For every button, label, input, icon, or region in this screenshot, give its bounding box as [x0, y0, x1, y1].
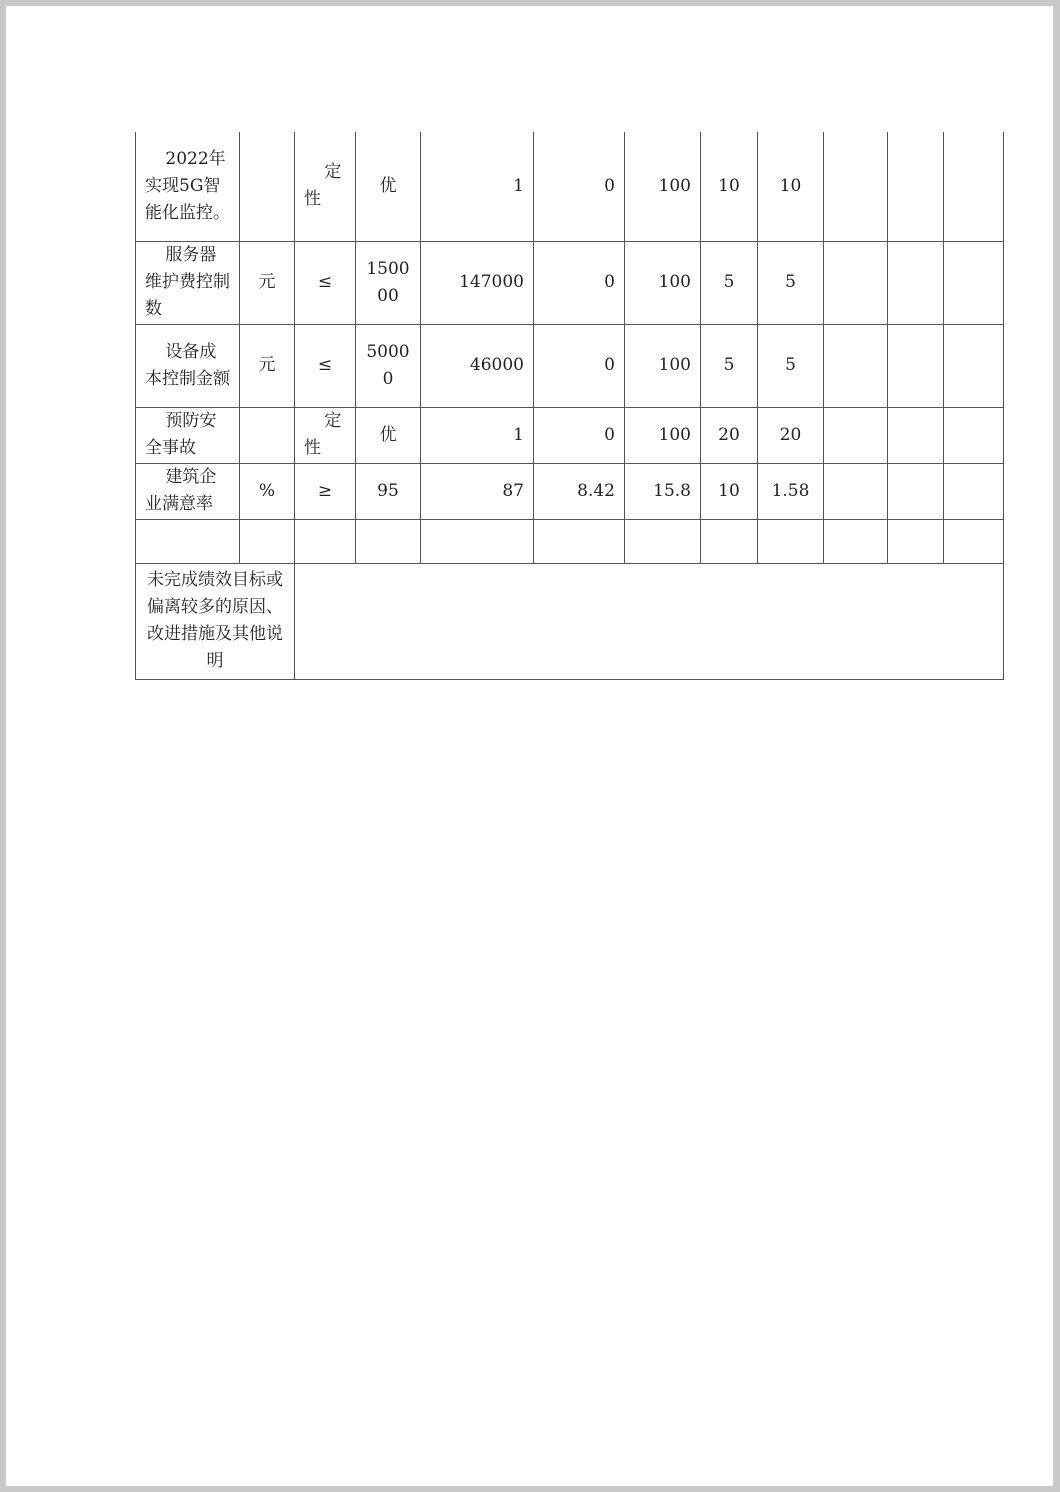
unit-cell: 元	[240, 324, 295, 407]
unit-cell	[240, 407, 295, 463]
operator-cell: ≥	[295, 463, 356, 519]
empty-cell	[944, 463, 1004, 519]
empty-cell	[240, 519, 295, 563]
score-cell: 10	[758, 132, 824, 241]
indicator-cell: 2022年实现5G智能化监控。	[136, 132, 240, 241]
target-cell: 优	[356, 407, 421, 463]
note-label: 未完成绩效目标或偏离较多的原因、改进措施及其他说明	[136, 563, 295, 679]
document-page	[6, 6, 1053, 1486]
weight-cell: 5	[701, 324, 758, 407]
unit-cell: 元	[240, 241, 295, 324]
table-row	[136, 324, 1004, 407]
score-cell: 20	[758, 407, 824, 463]
score-cell: 5	[758, 324, 824, 407]
table-row	[136, 132, 1004, 241]
performance-table	[135, 132, 1004, 680]
empty-cell	[888, 241, 944, 324]
indicator-cell: 服务器维护费控制数	[136, 241, 240, 324]
empty-row	[136, 519, 1004, 563]
empty-cell	[888, 132, 944, 241]
empty-cell	[824, 407, 888, 463]
empty-cell	[944, 241, 1004, 324]
target-cell: 50000	[356, 324, 421, 407]
note-row	[136, 563, 1004, 679]
indicator-cell: 建筑企业满意率	[136, 463, 240, 519]
value-cell: 0	[534, 324, 625, 407]
empty-cell	[421, 519, 534, 563]
value-cell: 100	[625, 324, 701, 407]
empty-cell	[944, 132, 1004, 241]
actual-cell: 147000	[421, 241, 534, 324]
empty-cell	[888, 324, 944, 407]
empty-cell	[758, 519, 824, 563]
empty-cell	[824, 324, 888, 407]
value-cell: 100	[625, 407, 701, 463]
operator-cell: ≤	[295, 241, 356, 324]
operator-cell: 定性	[295, 407, 356, 463]
empty-cell	[295, 519, 356, 563]
operator-cell: 定性	[295, 132, 356, 241]
weight-cell: 10	[701, 132, 758, 241]
indicator-cell: 设备成本控制金额	[136, 324, 240, 407]
empty-cell	[534, 519, 625, 563]
empty-cell	[824, 241, 888, 324]
actual-cell: 46000	[421, 324, 534, 407]
indicator-cell: 预防安全事故	[136, 407, 240, 463]
value-cell: 15.8	[625, 463, 701, 519]
empty-cell	[824, 132, 888, 241]
operator-cell: ≤	[295, 324, 356, 407]
unit-cell	[240, 132, 295, 241]
empty-cell	[888, 463, 944, 519]
score-cell: 1.58	[758, 463, 824, 519]
table-row	[136, 463, 1004, 519]
empty-cell	[136, 519, 240, 563]
empty-cell	[944, 324, 1004, 407]
empty-cell	[824, 463, 888, 519]
unit-cell: %	[240, 463, 295, 519]
weight-cell: 20	[701, 407, 758, 463]
empty-cell	[824, 519, 888, 563]
empty-cell	[888, 407, 944, 463]
actual-cell: 1	[421, 132, 534, 241]
value-cell: 100	[625, 241, 701, 324]
empty-cell	[944, 407, 1004, 463]
empty-cell	[356, 519, 421, 563]
target-cell: 95	[356, 463, 421, 519]
value-cell: 0	[534, 241, 625, 324]
empty-cell	[625, 519, 701, 563]
target-cell: 优	[356, 132, 421, 241]
weight-cell: 5	[701, 241, 758, 324]
empty-cell	[701, 519, 758, 563]
value-cell: 100	[625, 132, 701, 241]
value-cell: 0	[534, 132, 625, 241]
table-row	[136, 241, 1004, 324]
score-cell: 5	[758, 241, 824, 324]
empty-cell	[888, 519, 944, 563]
empty-cell	[944, 519, 1004, 563]
note-content	[295, 563, 1004, 679]
weight-cell: 10	[701, 463, 758, 519]
target-cell: 150000	[356, 241, 421, 324]
value-cell: 0	[534, 407, 625, 463]
actual-cell: 1	[421, 407, 534, 463]
table-row	[136, 407, 1004, 463]
value-cell: 8.42	[534, 463, 625, 519]
actual-cell: 87	[421, 463, 534, 519]
